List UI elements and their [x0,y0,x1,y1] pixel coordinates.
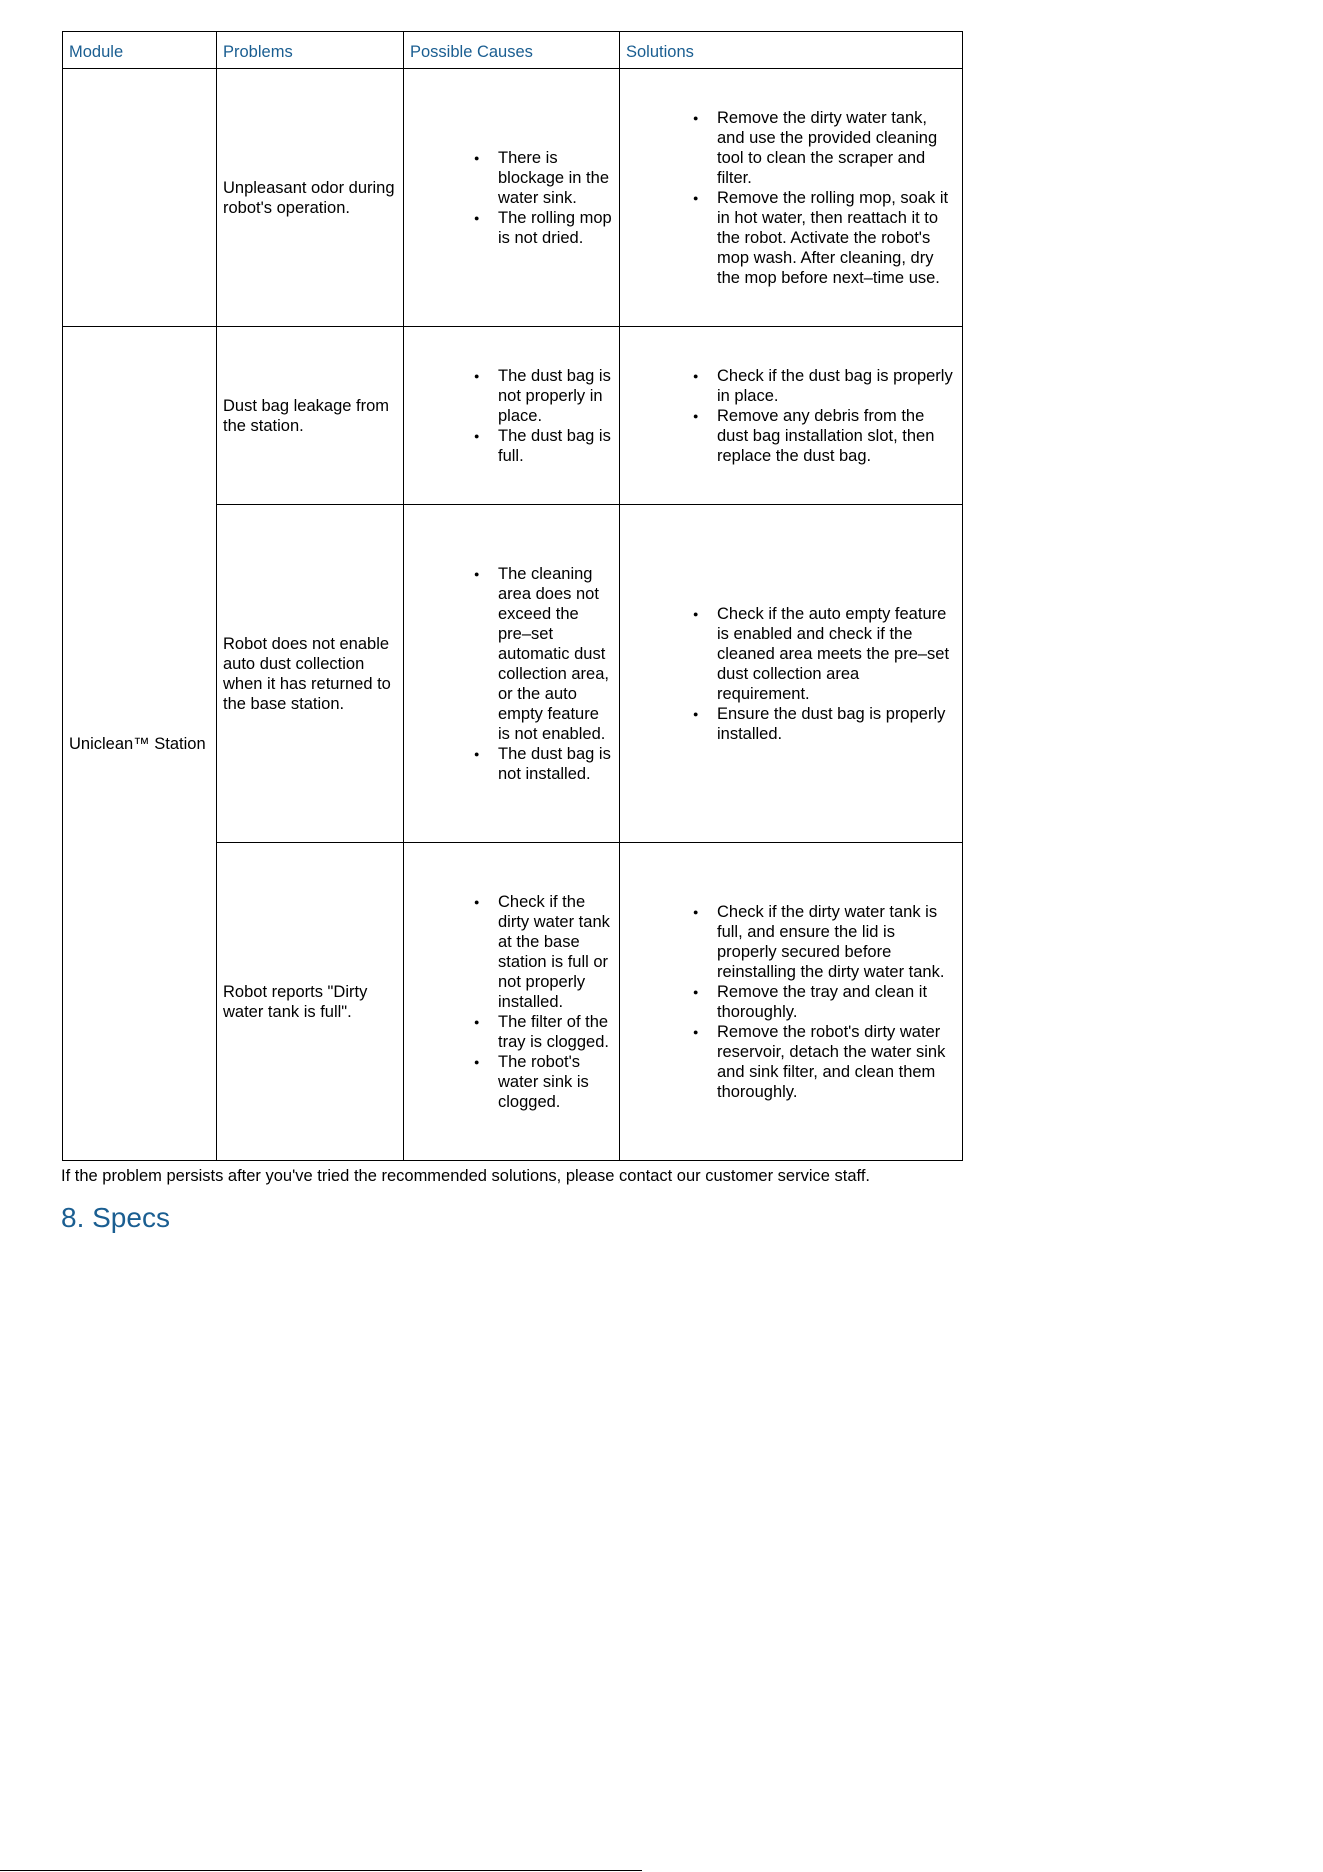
causes-list [410,564,613,784]
cause-item: ● There is blockage in the water sink. [498,148,613,208]
cause-item: ● The robot's water sink is clogged. [498,1052,613,1112]
cause-item: ● The dust bag is not installed. [498,744,613,784]
causes-list [410,892,613,1112]
causes-list [410,148,613,248]
cause-item: ● The cleaning area does not exceed the pre–set automatic dust collection area, or the auto empty feature is not enabled. [498,564,613,744]
header-module: Module [63,32,217,69]
solutions-list [626,366,956,466]
causes-cell [404,69,620,327]
causes-cell [404,327,620,505]
solution-item: ● Remove the rolling mop, soak it in hot water, then reattach it to the robot. Activate the robot's mop wash. After cleaning, dry the mop before next–time use. [717,188,956,288]
troubleshooting-table [62,31,963,1161]
header-solutions: Solutions [620,32,963,69]
cause-item: ● Check if the dirty water tank at the base station is full or not properly installed. [498,892,613,1012]
solution-item: ● Remove any debris from the dust bag installation slot, then replace the dust bag. [717,406,956,466]
solutions-list [626,604,956,744]
solutions-cell [620,327,963,505]
header-possible-causes: Possible Causes [404,32,620,69]
footnote-divider [0,1870,642,1871]
problem-cell: Dust bag leakage from the station. [217,327,404,505]
module-cell [63,69,217,327]
cause-item: ● The dust bag is not properly in place. [498,366,613,426]
problem-cell: Robot does not enable auto dust collection when it has returned to the base station. [217,505,404,843]
solutions-cell [620,69,963,327]
solution-item: ● Remove the robot's dirty water reservoir, detach the water sink and sink filter, and clean them thoroughly. [717,1022,956,1102]
section-heading-specs: 8. Specs [61,1202,170,1233]
problem-cell: Robot reports "Dirty water tank is full". [217,843,404,1161]
solutions-cell [620,843,963,1161]
solution-item: ● Check if the dirty water tank is full, and ensure the lid is properly secured before reinstalling the dirty water tank. [717,902,956,982]
cause-item: ● The filter of the tray is clogged. [498,1012,613,1052]
cause-item: ● The dust bag is full. [498,426,613,466]
causes-cell [404,505,620,843]
table-row [63,327,963,505]
solutions-cell [620,505,963,843]
solutions-list [626,108,956,288]
header-problems: Problems [217,32,404,69]
solution-item: ● Check if the auto empty feature is enabled and check if the cleaned area meets the pre–set dust collection area requirement. [717,604,956,704]
solution-item: ● Check if the dust bag is properly in place. [717,366,956,406]
solution-item: ● Ensure the dust bag is properly installed. [717,704,956,744]
solution-item: ● Remove the tray and clean it thoroughly. [717,982,956,1022]
table-row [63,69,963,327]
solution-item: ● Remove the dirty water tank, and use the provided cleaning tool to clean the scraper and filter. [717,108,956,188]
support-note: If the problem persists after you've tried the recommended solutions, please contact our customer service staff. [61,1167,870,1185]
table-header-row [63,32,963,69]
module-cell: Uniclean™ Station [63,327,217,1161]
causes-list [410,366,613,466]
problem-cell: Unpleasant odor during robot's operation. [217,69,404,327]
cause-item: ● The rolling mop is not dried. [498,208,613,248]
solutions-list [626,902,956,1102]
causes-cell [404,843,620,1161]
